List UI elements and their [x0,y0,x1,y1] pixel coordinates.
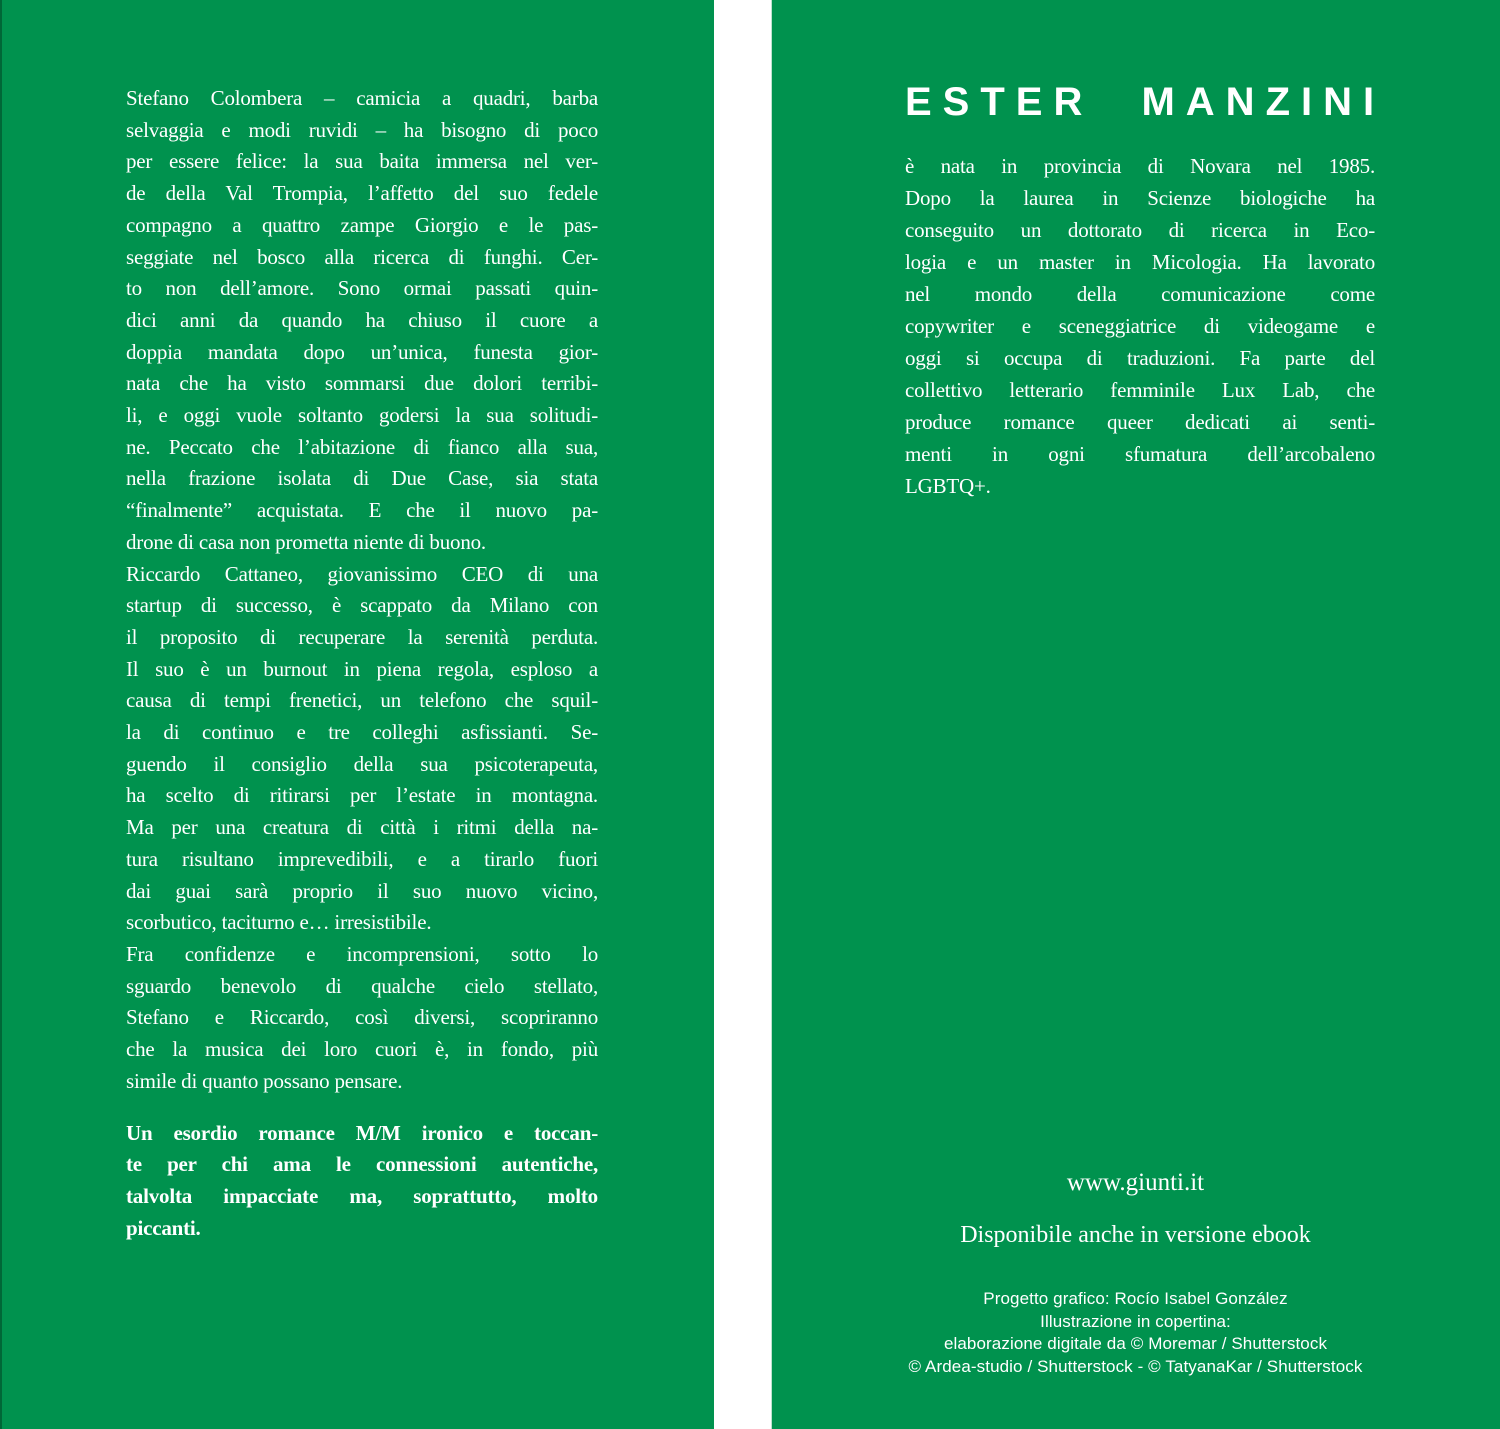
text-line: menti in ogni sfumatura dell’arcobaleno [905,442,1375,466]
text-line: ha scelto di ritirarsi per l’estate in montagna. [126,783,598,808]
text-line: selvaggia e modi ruvidi – ha bisogno di poco [126,117,598,142]
text-line: Dopo la laurea in Scienze biologiche ha [905,186,1375,210]
author-name: ESTER MANZINI [905,80,1386,124]
synopsis-paragraph-1 [126,83,598,559]
text-line: de della Val Trompia, l’affetto del suo fedele [126,181,598,206]
text-line: è nata in provincia di Novara nel 1985. [905,154,1375,178]
text-line: sguardo benevolo di qualche cielo stellato, [126,973,598,998]
credit-line: Progetto grafico: Rocío Isabel González [983,1289,1288,1308]
text-line: collettivo letterario femminile Lux Lab, che [905,378,1375,402]
synopsis-text [126,83,598,1244]
text-line: copywriter e sceneggiatrice di videogame e [905,314,1375,338]
text-line: Stefano e Riccardo, così diversi, scopriranno [126,1005,598,1030]
text-line: la di continuo e tre colleghi asfissianti. Se- [126,720,598,745]
right-flap [771,0,1500,1429]
text-line: nata che ha visto sommarsi due dolori terribi- [126,371,598,396]
text-line: tura risultano imprevedibili, e a tirarlo fuori [126,846,598,871]
text-line: guendo il consiglio della sua psicoterapeuta, [126,751,598,776]
text-line: simile di quanto possano pensare. [126,1068,403,1093]
text-line: doppia mandata dopo un’unica, funesta gior- [126,339,598,364]
text-line: dici anni da quando ha chiuso il cuore a [126,307,598,332]
text-line: seggiate nel bosco alla ricerca di funghi. Cer- [126,244,598,269]
fold-seam [771,0,772,1429]
ebook-availability-note: Disponibile anche in versione ebook [960,1222,1311,1248]
text-line: piccanti. [126,1215,201,1240]
text-line: ne. Peccato che l’abitazione di fianco alla sua, [126,434,598,459]
text-line: dai guai sarà proprio il suo nuovo vicino, [126,878,598,903]
text-line: che la musica dei loro cuori è, in fondo, più [126,1037,598,1062]
text-line: scorbutico, taciturno e… irresistibile. [126,910,432,935]
text-line: li, e oggi vuole soltanto godersi la sua solitudi- [126,403,598,428]
text-line: Ma per una creatura di città i ritmi della na- [126,815,598,840]
text-line: causa di tempi frenetici, un telefono che squil- [126,688,598,713]
text-line: per essere felice: la sua baita immersa nel ver- [126,149,598,174]
synopsis-paragraph-2 [126,559,598,939]
publisher-website: www.giunti.it [1066,1169,1205,1196]
text-line: produce romance queer dedicati ai senti- [905,410,1375,434]
spine-shadow [0,0,2,1429]
text-line: nella frazione isolata di Due Case, sia stata [126,466,598,491]
text-line: te per chi ama le connessioni autentiche, [126,1152,598,1177]
text-line: startup di successo, è scappato da Milano con [126,593,598,618]
text-line: LGBTQ+. [905,474,991,498]
text-line: talvolta impacciate ma, soprattutto, molto [126,1183,598,1208]
text-line: conseguito un dottorato di ricerca in Eco- [905,218,1375,242]
synopsis-paragraph-3 [126,939,598,1098]
text-line: nel mondo della comunicazione come [905,282,1375,306]
text-line: “finalmente” acquistata. E che il nuovo pa- [126,498,598,523]
credit-line: Illustrazione in copertina: [1040,1311,1231,1331]
author-bio [905,150,1375,502]
text-line: drone di casa non prometta niente di buono. [126,529,486,554]
text-line: Un esordio romance M/M ironico e toccan- [126,1120,598,1145]
text-line: il proposito di recuperare la serenità perduta. [126,624,598,649]
text-line: Stefano Colombera – camicia a quadri, barba [126,86,598,110]
jacket-fold-gutter [714,0,771,1429]
text-line: oggi si occupa di traduzioni. Fa parte del [905,346,1375,370]
tagline-paragraph [126,1118,598,1245]
credit-line: elaborazione digitale da © Moremar / Shutterstock [943,1334,1328,1353]
design-credits [771,1288,1500,1378]
credit-line: © Ardea-studio / Shutterstock - © TatyanaKar / Shutterstock [908,1356,1363,1376]
text-line: Riccardo Cattaneo, giovanissimo CEO di una [126,561,598,586]
text-line: compagno a quattro zampe Giorgio e le pas- [126,212,598,237]
text-line: to non dell’amore. Sono ormai passati quin- [126,276,598,301]
text-line: Il suo è un burnout in piena regola, esploso a [126,656,598,681]
text-line: Fra confidenze e incomprensioni, sotto lo [126,941,598,966]
text-line: logia e un master in Micologia. Ha lavorato [905,250,1375,274]
left-flap [0,0,714,1429]
